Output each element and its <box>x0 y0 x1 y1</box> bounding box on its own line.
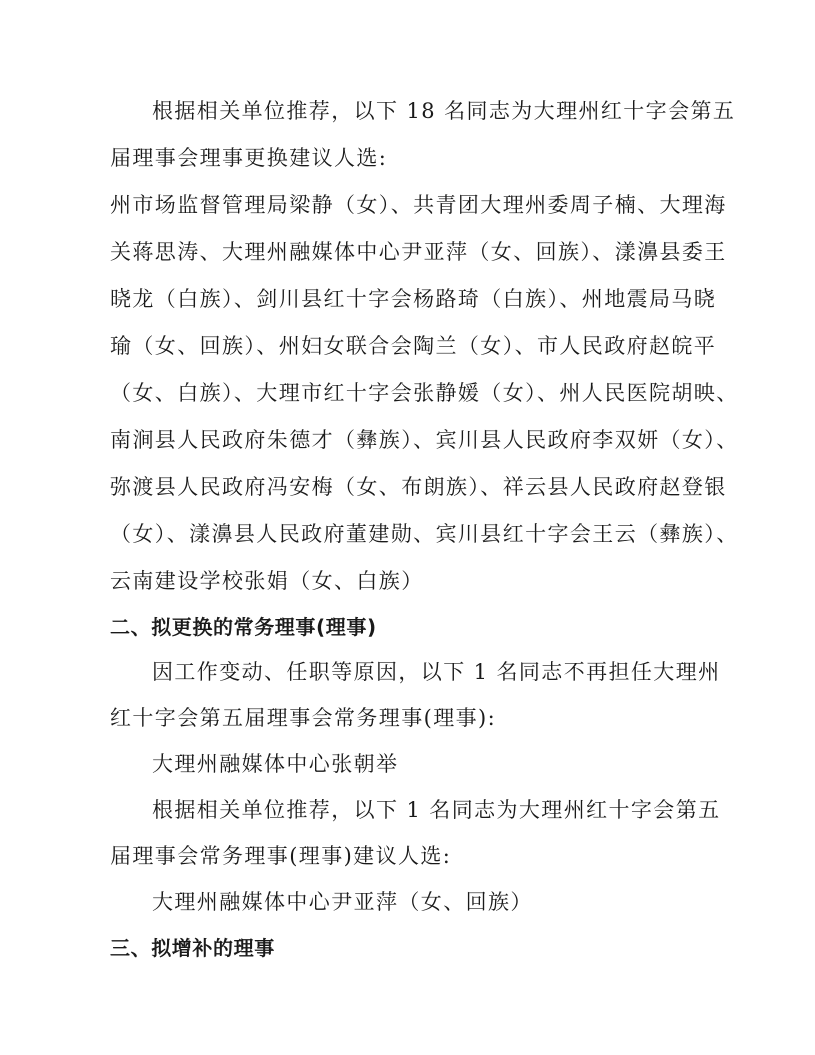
candidate-list-line: 晓龙（白族）、剑川县红十字会杨路琦（白族）、州地震局马晓 <box>110 287 717 311</box>
candidate-list-line: 弥渡县人民政府冯安梅（女、布朗族）、祥云县人民政府赵登银 <box>110 475 727 499</box>
candidate-list-line: 关蒋思涛、大理州融媒体中心尹亚萍（女、回族）、漾濞县委王 <box>110 240 727 264</box>
candidate-list-line: 瑜（女、回族）、州妇女联合会陶兰（女）、市人民政府赵皖平 <box>110 334 717 358</box>
paragraph-line: 届理事会理事更换建议人选: <box>110 146 388 170</box>
paragraph-line: 红十字会第五届理事会常务理事(理事): <box>110 706 497 730</box>
section-heading: 三、拟增补的理事 <box>110 936 275 960</box>
candidate-list-line: （女、白族）、大理市红十字会张静媛（女）、州人民医院胡映、 <box>110 381 739 405</box>
candidate-list-line: 州市场监督管理局梁静（女）、共青团大理州委周子楠、大理海 <box>110 193 727 217</box>
candidate-list-line: （女）、漾濞县人民政府董建勋、宾川县红十字会王云（彝族）、 <box>110 522 739 546</box>
paragraph-line: 届理事会常务理事(理事)建议人选: <box>110 844 452 868</box>
candidate-list-line: 南涧县人民政府朱德才（彝族）、宾川县人民政府李双妍（女）、 <box>110 428 739 452</box>
section-heading: 二、拟更换的常务理事(理事) <box>110 615 377 639</box>
paragraph-line: 根据相关单位推荐，以下 18 名同志为大理州红十字会第五 <box>152 99 736 123</box>
person-name: 大理州融媒体中心尹亚萍（女、回族） <box>152 890 533 914</box>
paragraph-line: 因工作变动、任职等原因，以下 1 名同志不再担任大理州 <box>152 660 721 684</box>
person-name: 大理州融媒体中心张朝举 <box>152 752 399 776</box>
candidate-list-line: 云南建设学校张娟（女、白族） <box>110 569 424 593</box>
paragraph-line: 根据相关单位推荐，以下 1 名同志为大理州红十字会第五 <box>152 798 721 822</box>
